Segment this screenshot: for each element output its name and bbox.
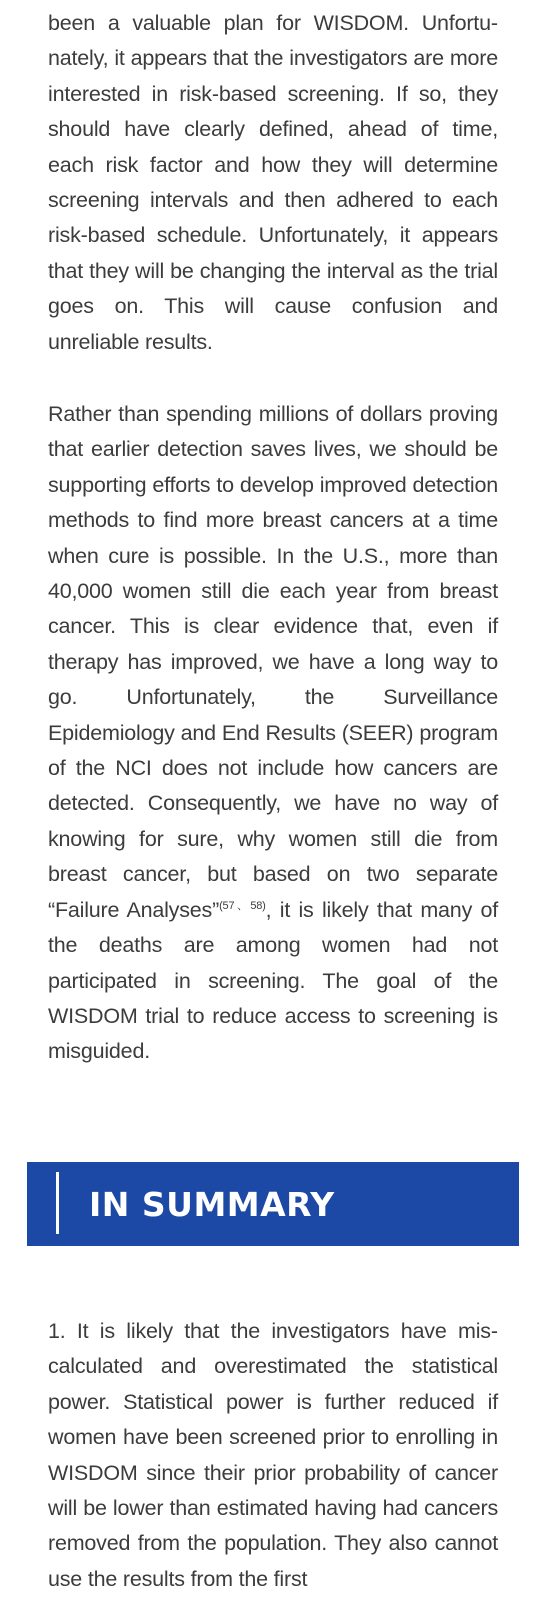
body-paragraph-earlier-detection bbox=[48, 397, 498, 1070]
banner-vertical-rule bbox=[56, 1172, 59, 1234]
body-paragraph-wisdom-plan: been a valuable plan for WISDOM. Unfortunately, it appears that the investigators are more interested in risk-based screening. If so, they should have clearly defined, ahead of time, each risk factor and how they will determine screening intervals and then adhered to each risk-based schedule. Unfortunately, it appears that they will be changing the interval as the trial goes on. This will cause confusion and unreliable results. bbox=[48, 11, 498, 354]
paragraph-text: , it is likely that many of the deaths are among women had not participated in screening. The goal of the WISDOM trial to reduce access to screening is misguided. bbox=[48, 897, 499, 1064]
summary-item-1: 1. It is likely that the investigators have miscalculated and overestimated the statistical power. Statistical power is further reduced if women have been screened prior to enrolling in WISDOM since their prior probability of cancer will be lower than estimated having had cancers removed from the population. They also cannot use the results from the first bbox=[48, 1319, 498, 1591]
citation-reference: (57、58) bbox=[219, 899, 266, 912]
summary-heading: IN SUMMARY bbox=[89, 1185, 335, 1224]
summary-section-banner bbox=[27, 1162, 519, 1246]
paragraph-text: Rather than spending millions of dollars proving that earlier detection saves lives, we should be supporting efforts to develop improved detection methods to find more breast cancers at a time when cure is possible. In the U.S., more than 40,000 women still die each year from breast cancer. This is clear evidence that, even if therapy has improved, we have a long way to go. Unfortunately, the Surveillance Epidemiology and End Results (SEER) program of the NCI does not include how cancers are detected. Consequently, we have no way of knowing for sure, why women still die from breast cancer, but based on two separate “Failure Analyses” bbox=[48, 402, 498, 922]
